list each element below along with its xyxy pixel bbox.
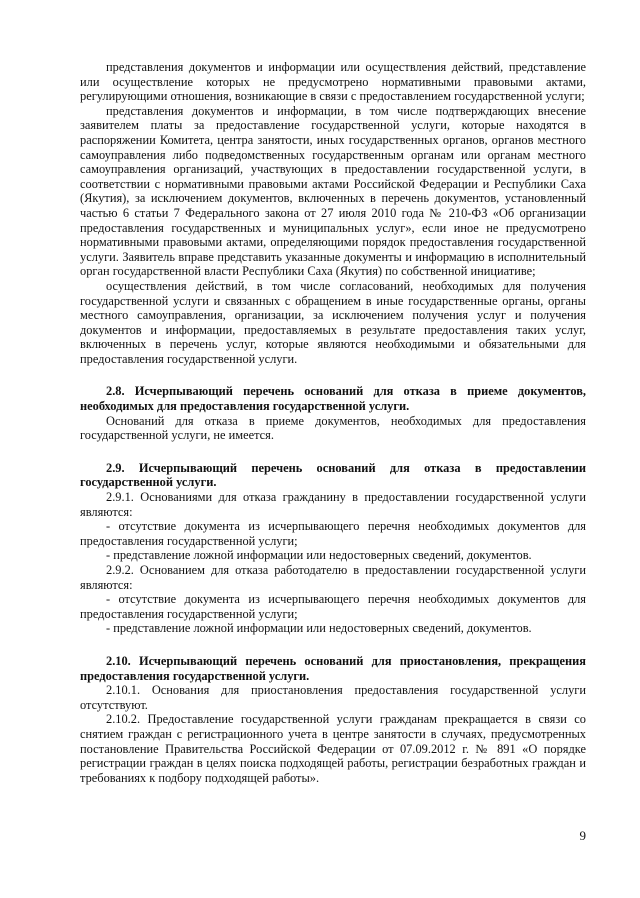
- section-gap: [80, 636, 586, 654]
- section-2-10-1-text: 2.10.1. Основания для приостановления предоставления государственной услуги отсутствуют.: [80, 683, 586, 712]
- section-2-9-1-item-1: - отсутствие документа из исчерпывающего перечня необходимых документов для предоставления государственной услуги;: [80, 519, 586, 548]
- section-gap: [80, 366, 586, 384]
- section-2-9-heading: 2.9. Исчерпывающий перечень оснований для отказа в предоставлении государственной услуги.: [80, 460, 586, 490]
- section-2-9-2-item-2: - представление ложной информации или недостоверных сведений, документов.: [106, 621, 532, 636]
- section-2-8-heading: 2.8. Исчерпывающий перечень оснований для отказа в приеме документов, необходимых для предоставления государственной услуги.: [80, 384, 586, 414]
- section-2-10-heading: 2.10. Исчерпывающий перечень оснований для приостановления, прекращения предоставления государственной услуги.: [80, 653, 586, 683]
- section-2-9-1-item-2: - представление ложной информации или недостоверных сведений, документов.: [106, 548, 532, 563]
- paragraph-actions-approvals: осуществления действий, в том числе согласований, необходимых для получения государственной услуги и связанных с обращением в иные государственные органы, органы местного самоуправления, организации, за исключением получения услуг и получения документов и информации, предоставляемых в результате предоставления таких услуг, включенных в перечень услуг, которые являются необходимыми и обязательными для предоставления государственной услуги.: [80, 278, 586, 366]
- paragraph-docs-not-required: представления документов и информации или осуществления действий, представление или осуществление которых не предусмотрено нормативными правовыми актами, регулирующими отношения, возникающие в связи с предоставлением государственной услуги;: [80, 60, 586, 104]
- section-2-9-2-text: 2.9.2. Основанием для отказа работодателю в предоставлении государственной услуги являются:: [80, 563, 586, 592]
- section-2-9-2-item-1: - отсутствие документа из исчерпывающего перечня необходимых документов для предоставления государственной услуги;: [80, 592, 586, 621]
- section-2-9-1-text: 2.9.1. Основаниями для отказа гражданину в предоставлении государственной услуги являются:: [80, 490, 586, 519]
- section-2-8-text: Оснований для отказа в приеме документов, необходимых для предоставления государственной услуги, не имеется.: [80, 413, 586, 443]
- paragraph-docs-in-possession: представления документов и информации, в том числе подтверждающих внесение заявителем платы за предоставление государственной услуги, которые находятся в распоряжении Комитета, центра занятости, иных государственных органов, органов местного самоуправления либо подведомственных государственным органам или органам местного самоуправления организаций, участвующих в предоставлении государственной услуги, в соответствии с нормативными правовыми актами Российской Федерации и Республики Саха (Якутия), за исключением документов, включенных в перечень документов, установленный частью 6 статьи 7 Федерального закона от 27 июля 2010 года № 210-ФЗ «Об организации предоставления государственных и муниципальных услуг», если иное не предусмотрено нормативными правовыми актами, определяющими порядок предоставления государственной услуги. Заявитель вправе представить указанные документы и информацию в исполнительный орган государственной власти Республики Саха (Якутия) по собственной инициативе;: [80, 103, 586, 279]
- page-number: 9: [579, 828, 586, 843]
- section-gap: [80, 443, 586, 461]
- section-2-10-2-text: 2.10.2. Предоставление государственной услуги гражданам прекращается в связи со снятием граждан с регистрационного учета в центре занятости в случаях, предусмотренных постановление Правительства Российской Федерации от 07.09.2012 г. № 891 «О порядке регистрации граждан в целях поиска подходящей работы, регистрации безработных граждан и требованиях к подбору подходящей работы».: [80, 712, 586, 785]
